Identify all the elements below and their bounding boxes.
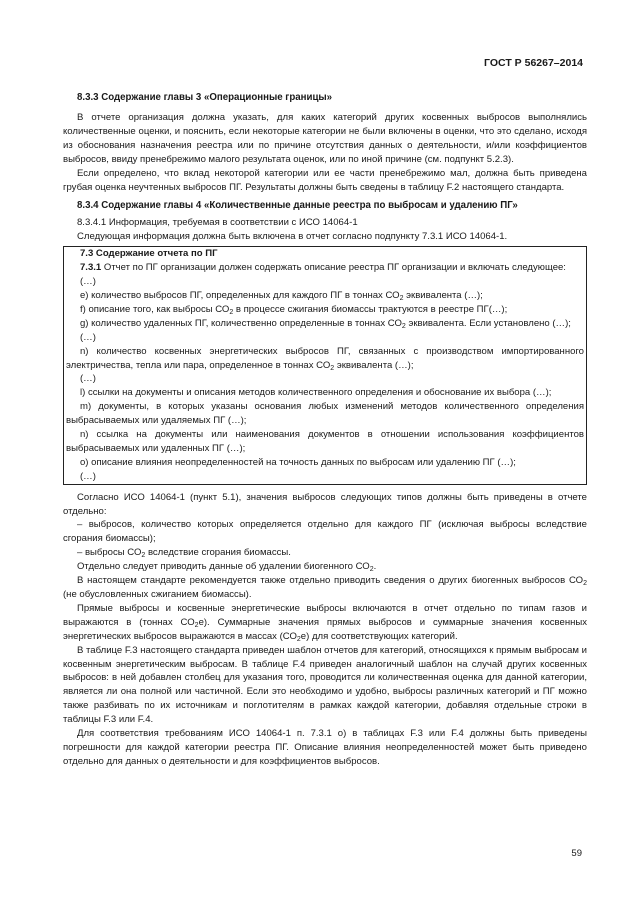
paragraph: Согласно ИСО 14064-1 (пункт 5.1), значения выбросов следующих типов должны быть приведены в отчете отдельно: [63, 491, 587, 517]
page-number: 59 [571, 848, 582, 859]
paragraph: Для соответствия требованиям ИСО 14064-1 п. 7.3.1 о) в таблицах F.3 или F.4 должны быть приведены погрешности для каждой категории реестра ПГ. Описание влияния неопределенностей может быть приведено отдельно для данных о деятельности и для коэффициентов выбросов. [63, 728, 587, 767]
list-item-n2: n) ссылка на документы или наименования документов в отношении использования коэффициентов выбрасываемых или удаленных ПГ (…); [66, 429, 584, 454]
paragraph: Если определено, что вклад некоторой категории или ее части пренебрежимо мал, должна быть приведена грубая оценка неучтенных выбросов ПГ. Результаты должны быть сведены в таблицу F.2 настоящего стандарта. [63, 167, 587, 193]
paragraph: В настоящем стандарте рекомендуется также отдельно приводить сведения о других биогенных выбросов $СО_2$ (не обусловленных сжиганием биомассы). [63, 575, 587, 600]
ellipsis: (…) [80, 331, 96, 343]
paragraph: – выбросов, количество которых определяется отдельно для каждого ПГ (исключая выбросы вследствие сгорания биомассы); [63, 519, 587, 545]
clause-number: 7.3.1 [80, 262, 102, 274]
paragraph: 8.3.4.1 Информация, требуемая в соответствии с ИСО 14064-1 [77, 217, 358, 229]
ellipsis: (…) [80, 470, 96, 482]
list-item-o: о) описание влияния неопределенностей на точность данных по выбросам или удалению ПГ (…); [80, 456, 516, 468]
paragraph: Следующая информация должна быть включена в отчет согласно подпункту 7.3.1 ИСО 14064-1. [77, 231, 508, 243]
paragraph: Прямые выбросы и косвенные энергетические выбросы включаются в отчет отдельно по типам газов и выражаются в (тоннах $СО_2е$). Суммарные значения прямых выбросов и суммарные значения косвенных энергетических выбросов выражаются в массах $(СО_2е)$ для соответствующих категорий. [63, 602, 588, 643]
list-item-m: m) документы, в которых указаны основания любых изменений методов количественного определения выбрасываемых или удаляемых ПГ (…); [66, 401, 584, 427]
paragraph: В отчете организация должна указать, для каких категорий других косвенных выбросов выполнялись количественные оценки, и пояснить, если некоторые категории не были включены в оценки, что это сделано, исходя из обоснования назначения реестра или по причине отсутствия данных о деятельности, и/или коэффициентов выбросов, ввиду пренебрежимо малого результата оценок, или по иной причине (см. подпункт 5.2.3). [63, 112, 587, 165]
quoted-standard-box [63, 246, 587, 484]
document-code: ГОСТ Р 56267–2014 [484, 57, 583, 69]
page-content [63, 91, 587, 769]
section-8-3-4-title: 8.3.4 Содержание главы 4 «Количественные данные реестра по выбросам и удалению ПГ» [77, 200, 518, 212]
list-item-f: f) описание того, как выбросы $СО_2$ в процессе сжигания биомассы трактуются в реестре ПГ(…); [80, 303, 508, 316]
section-8-3-3-title: 8.3.3 Содержание главы 3 «Операционные границы» [77, 92, 333, 103]
paragraph: Отдельно следует приводить данные об удалении биогенного $СО_2$. [77, 561, 377, 574]
paragraph: В таблице F.3 настоящего стандарта приведен шаблон отчетов для категорий, относящихся к прямым выбросам и косвенным энергетическим выбросам. В таблице F.4 приведен аналогичный шаблон на случай других косвенных выбросов: в ней добавлен столбец для указания того, проводится ли количественная оценка для данной категории, является ли она полной или частичной. Если это необходимо и удобно, выбросы различных категорий и ПГ можно также разбивать по их источникам и поглотителям в рамках каждой категории, добавляя отдельные строки в таблицы F.3 или F.4. [63, 644, 587, 726]
box-intro [66, 261, 584, 275]
ellipsis: (…) [80, 276, 96, 288]
list-item-n: n) количество косвенных энергетических выбросов ПГ, связанных с производством импортированного электричества, тепла или пара, определенное в тоннах $СО_2$ эквивалента (…); [66, 345, 584, 372]
ellipsis: (…) [80, 373, 96, 385]
paragraph: – выбросы $СО_2$ вследствие сгорания биомассы. [77, 547, 291, 560]
list-item-e: е) количество выбросов ПГ, определенных для каждого ПГ в тоннах $СО_2$ эквивалента (…); [80, 289, 483, 302]
box-title: 7.3 Содержание отчета по ПГ [80, 248, 218, 260]
list-item-g: g) количество удаленных ПГ, количественно определенные в тоннах $СО_2$ эквивалента. Если установлено (…); [80, 317, 571, 330]
clause-text: Отчет по ПГ организации должен содержать описание реестра ПГ организации и включать следующее: [101, 262, 566, 274]
list-item-l: l) ссылки на документы и описания методов количественного определения и обоснование их выбора (…); [80, 387, 552, 399]
